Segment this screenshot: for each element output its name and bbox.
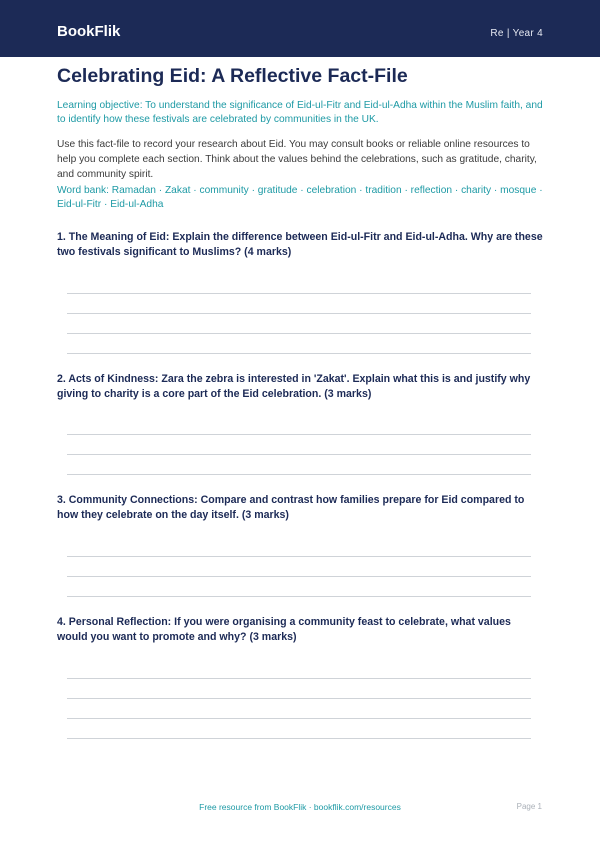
word-bank: Word bank: Ramadan · Zakat · community · gratitude · celebration · tradition · reflection · charity · mosque · Eid-ul-Fitr · Eid-ul-Adha [57,185,543,210]
learning-objective: Learning objective: To understand the significance of Eid-ul-Fitr and Eid-ul-Adha within the Muslim faith, and to identify how these festivals are celebrated by communities in the UK. [57,100,543,125]
answer-line[interactable] [67,333,531,334]
answer-line[interactable] [67,596,531,597]
answer-line[interactable] [67,576,531,577]
answer-line[interactable] [67,353,531,354]
answer-line[interactable] [67,293,531,294]
answer-line[interactable] [67,313,531,314]
answer-line[interactable] [67,738,531,739]
answer-line[interactable] [67,698,531,699]
answer-line[interactable] [67,474,531,475]
question-2: 2. Acts of Kindness: Zara the zebra is interested in 'Zakat'. Explain what this is and justify why giving to charity is a core part of the Eid celebration. (3 marks) [57,373,531,400]
question-4: 4. Personal Reflection: If you were organising a community feast to celebrate, what values would you want to promote and why? (3 marks) [57,616,511,643]
answer-line[interactable] [67,454,531,455]
instructions-text: Use this fact-file to record your research about Eid. You may consult books or reliable online resources to help you complete each section. Think about the values behind the celebrations, such as gratitude, charity, and community spirit. [57,139,537,180]
footer-credit: Free resource from BookFlik · bookflik.com/resources [199,802,401,812]
page-number: Page 1 [516,802,542,811]
question-1: 1. The Meaning of Eid: Explain the difference between Eid-ul-Fitr and Eid-ul-Adha. Why are these two festivals significant to Muslims? (4 marks) [57,231,543,258]
answer-line[interactable] [67,434,531,435]
brand-logo-text: BookFlik [57,23,121,40]
answer-line[interactable] [67,678,531,679]
question-3: 3. Community Connections: Compare and contrast how families prepare for Eid compared to how they celebrate on the day itself. (3 marks) [57,494,525,521]
answer-line[interactable] [67,556,531,557]
answer-line[interactable] [67,718,531,719]
page-header [0,0,600,57]
page-title: Celebrating Eid: A Reflective Fact-File [57,65,408,87]
subject-year-label: Re | Year 4 [490,28,543,39]
